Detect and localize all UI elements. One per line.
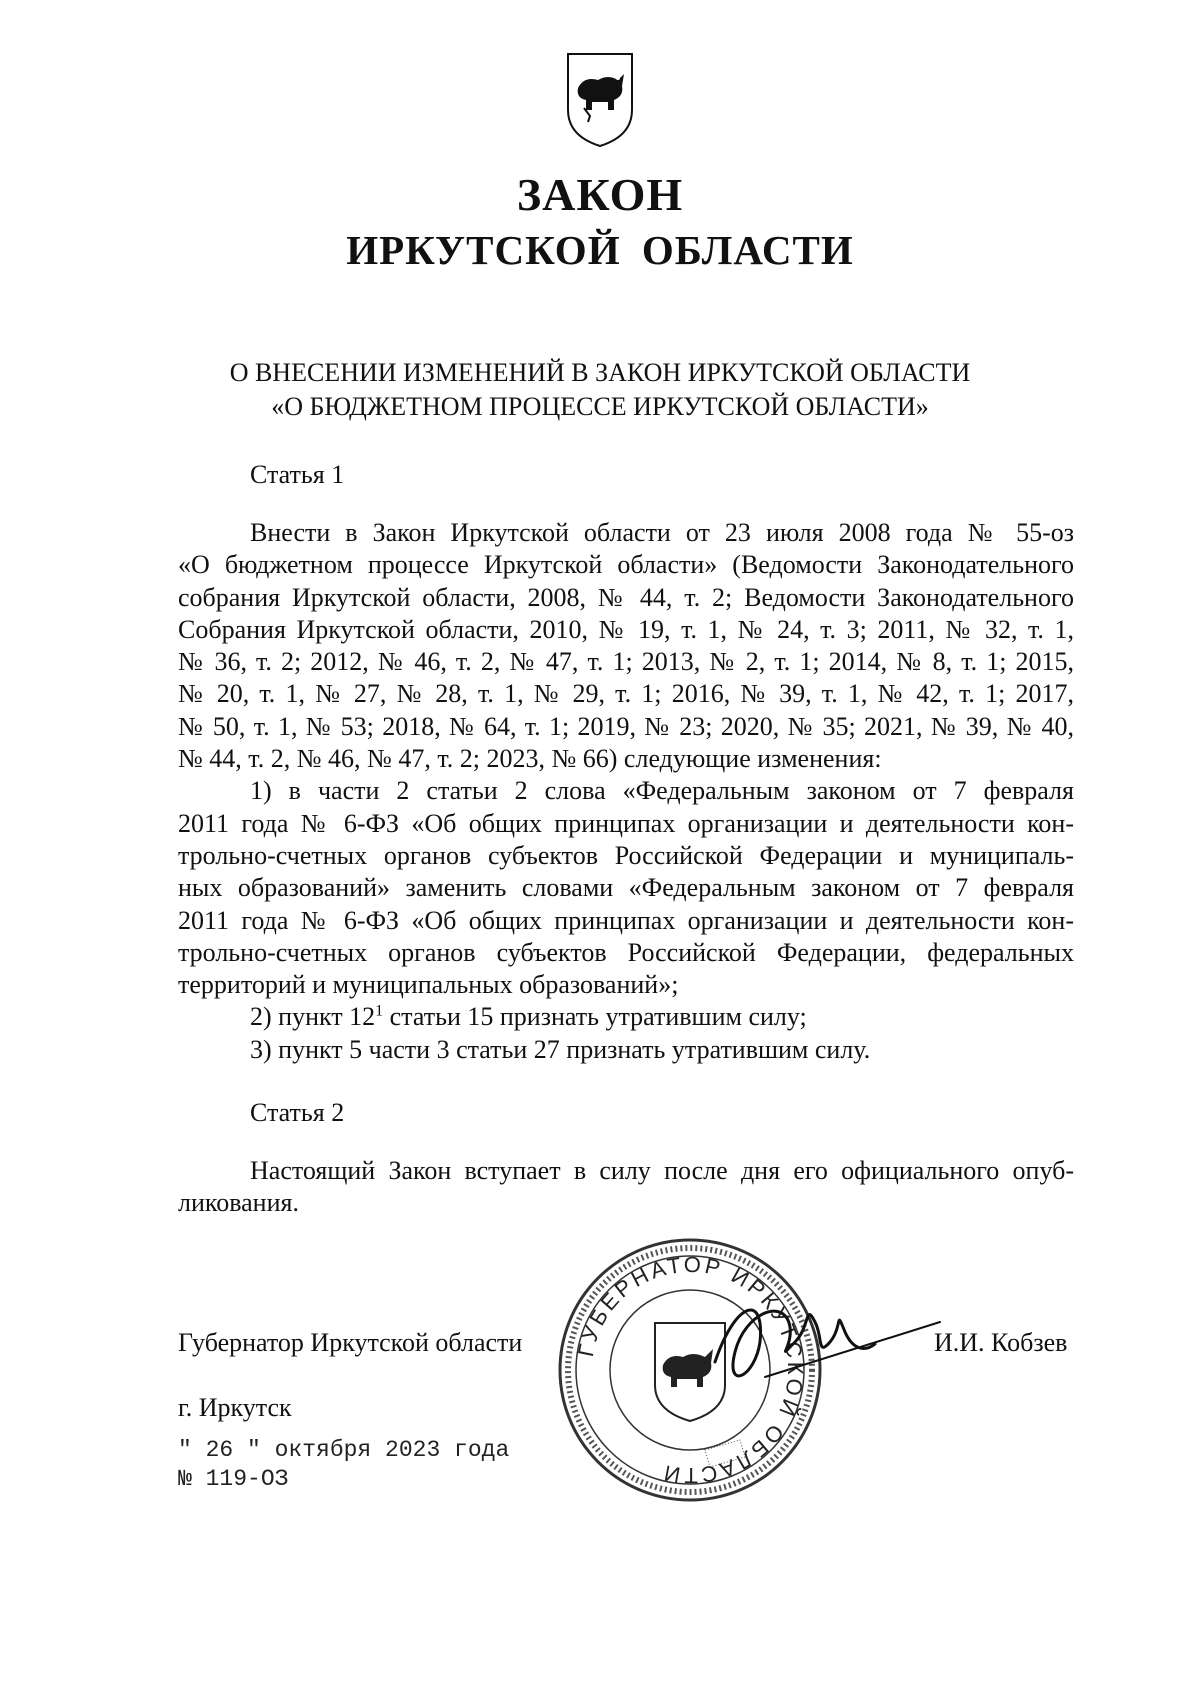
region-title: ИРКУТСКОЙ ОБЛАСТИ [346, 227, 854, 273]
article-2-line: Настоящий Закон вступает в силу после дня его официального опуб- [250, 1156, 1074, 1185]
item-2-superscript: 1 [375, 1002, 384, 1020]
seal-text: ГУБЕРНАТОР ИРКУТСКОЙ ОБЛАСТИ [572, 1251, 809, 1489]
signing-date: " 26 " октября 2023 года [178, 1437, 510, 1463]
signature [705, 1282, 945, 1407]
article-1-intro-line: Собрания Иркутской области, 2010, № 19, т. 1, № 24, т. 3; 2011, № 32, т. 1, [178, 614, 1074, 644]
item-1-line: 2011 года № 6-ФЗ «Об общих принципах организации и деятельности кон- [178, 905, 1074, 935]
item-2 [178, 1001, 1074, 1033]
item-1-line: ных образований» заменить словами «Федеральным законом от 7 февраля [178, 873, 1074, 903]
article-1-heading: Статья 1 [250, 460, 345, 489]
article-2-heading: Статья 2 [250, 1098, 345, 1127]
item-1-line: территорий и муниципальных образований»; [178, 970, 679, 1000]
article-1-intro-line: собрания Иркутской области, 2008, № 44, т. 2; Ведомости Законодательного [178, 582, 1074, 612]
law-subject-line-2: «О БЮДЖЕТНОМ ПРОЦЕССЕ ИРКУТСКОЙ ОБЛАСТИ» [271, 392, 929, 421]
article-1-intro-line: № 20, т. 1, № 27, № 28, т. 1, № 29, т. 1; 2016, № 39, т. 1, № 42, т. 1; 2017, [178, 679, 1074, 709]
article-2-line: ликования. [178, 1188, 299, 1218]
signing-city: г. Иркутск [178, 1393, 292, 1422]
item-1-line: трольно-счетных органов субъектов Российской Федерации и муниципаль- [178, 840, 1074, 870]
irkutsk-coat-of-arms-icon [564, 50, 636, 148]
item-1-line: трольно-счетных органов субъектов Российской Федерации, федеральных [178, 937, 1074, 967]
law-subject-line-1: О ВНЕСЕНИИ ИЗМЕНЕНИЙ В ЗАКОН ИРКУТСКОЙ ОБЛАСТИ [229, 358, 971, 387]
article-1-body [178, 517, 1074, 1066]
article-1-intro-line: Внести в Закон Иркутской области от 23 июля 2008 года № 55-оз [250, 518, 1074, 547]
article-1-intro-line: № 44, т. 2, № 46, № 47, т. 2; 2023, № 66) следующие изменения: [178, 744, 882, 774]
item-1-line: 1) в части 2 статьи 2 слова «Федеральным законом от 7 февраля [250, 776, 1074, 806]
article-1-intro-line: № 50, т. 1, № 53; 2018, № 64, т. 1; 2019, № 23; 2020, № 35; 2021, № 39, № 40, [178, 711, 1074, 741]
signatory-name: И.И. Кобзев [934, 1328, 1068, 1357]
article-1-intro-line: № 36, т. 2; 2012, № 46, т. 2, № 47, т. 1; 2013, № 2, т. 1; 2014, № 8, т. 1; 2015, [178, 647, 1074, 677]
article-1-intro-line: «О бюджетном процессе Иркутской области» (Ведомости Законодательного [178, 550, 1074, 580]
law-title: ЗАКОН [516, 169, 684, 220]
item-2-prefix: 2) пункт 12 [250, 1002, 376, 1032]
signatory-position: Губернатор Иркутской области [178, 1328, 523, 1357]
law-number: № 119-ОЗ [178, 1466, 289, 1492]
item-1-line: 2011 года № 6-ФЗ «Об общих принципах организации и деятельности кон- [178, 808, 1074, 838]
item-2-suffix: статьи 15 признать утратившим силу; [383, 1002, 807, 1032]
item-3: 3) пункт 5 части 3 статьи 27 признать утратившим силу. [250, 1034, 871, 1064]
article-2-body [178, 1155, 1074, 1220]
